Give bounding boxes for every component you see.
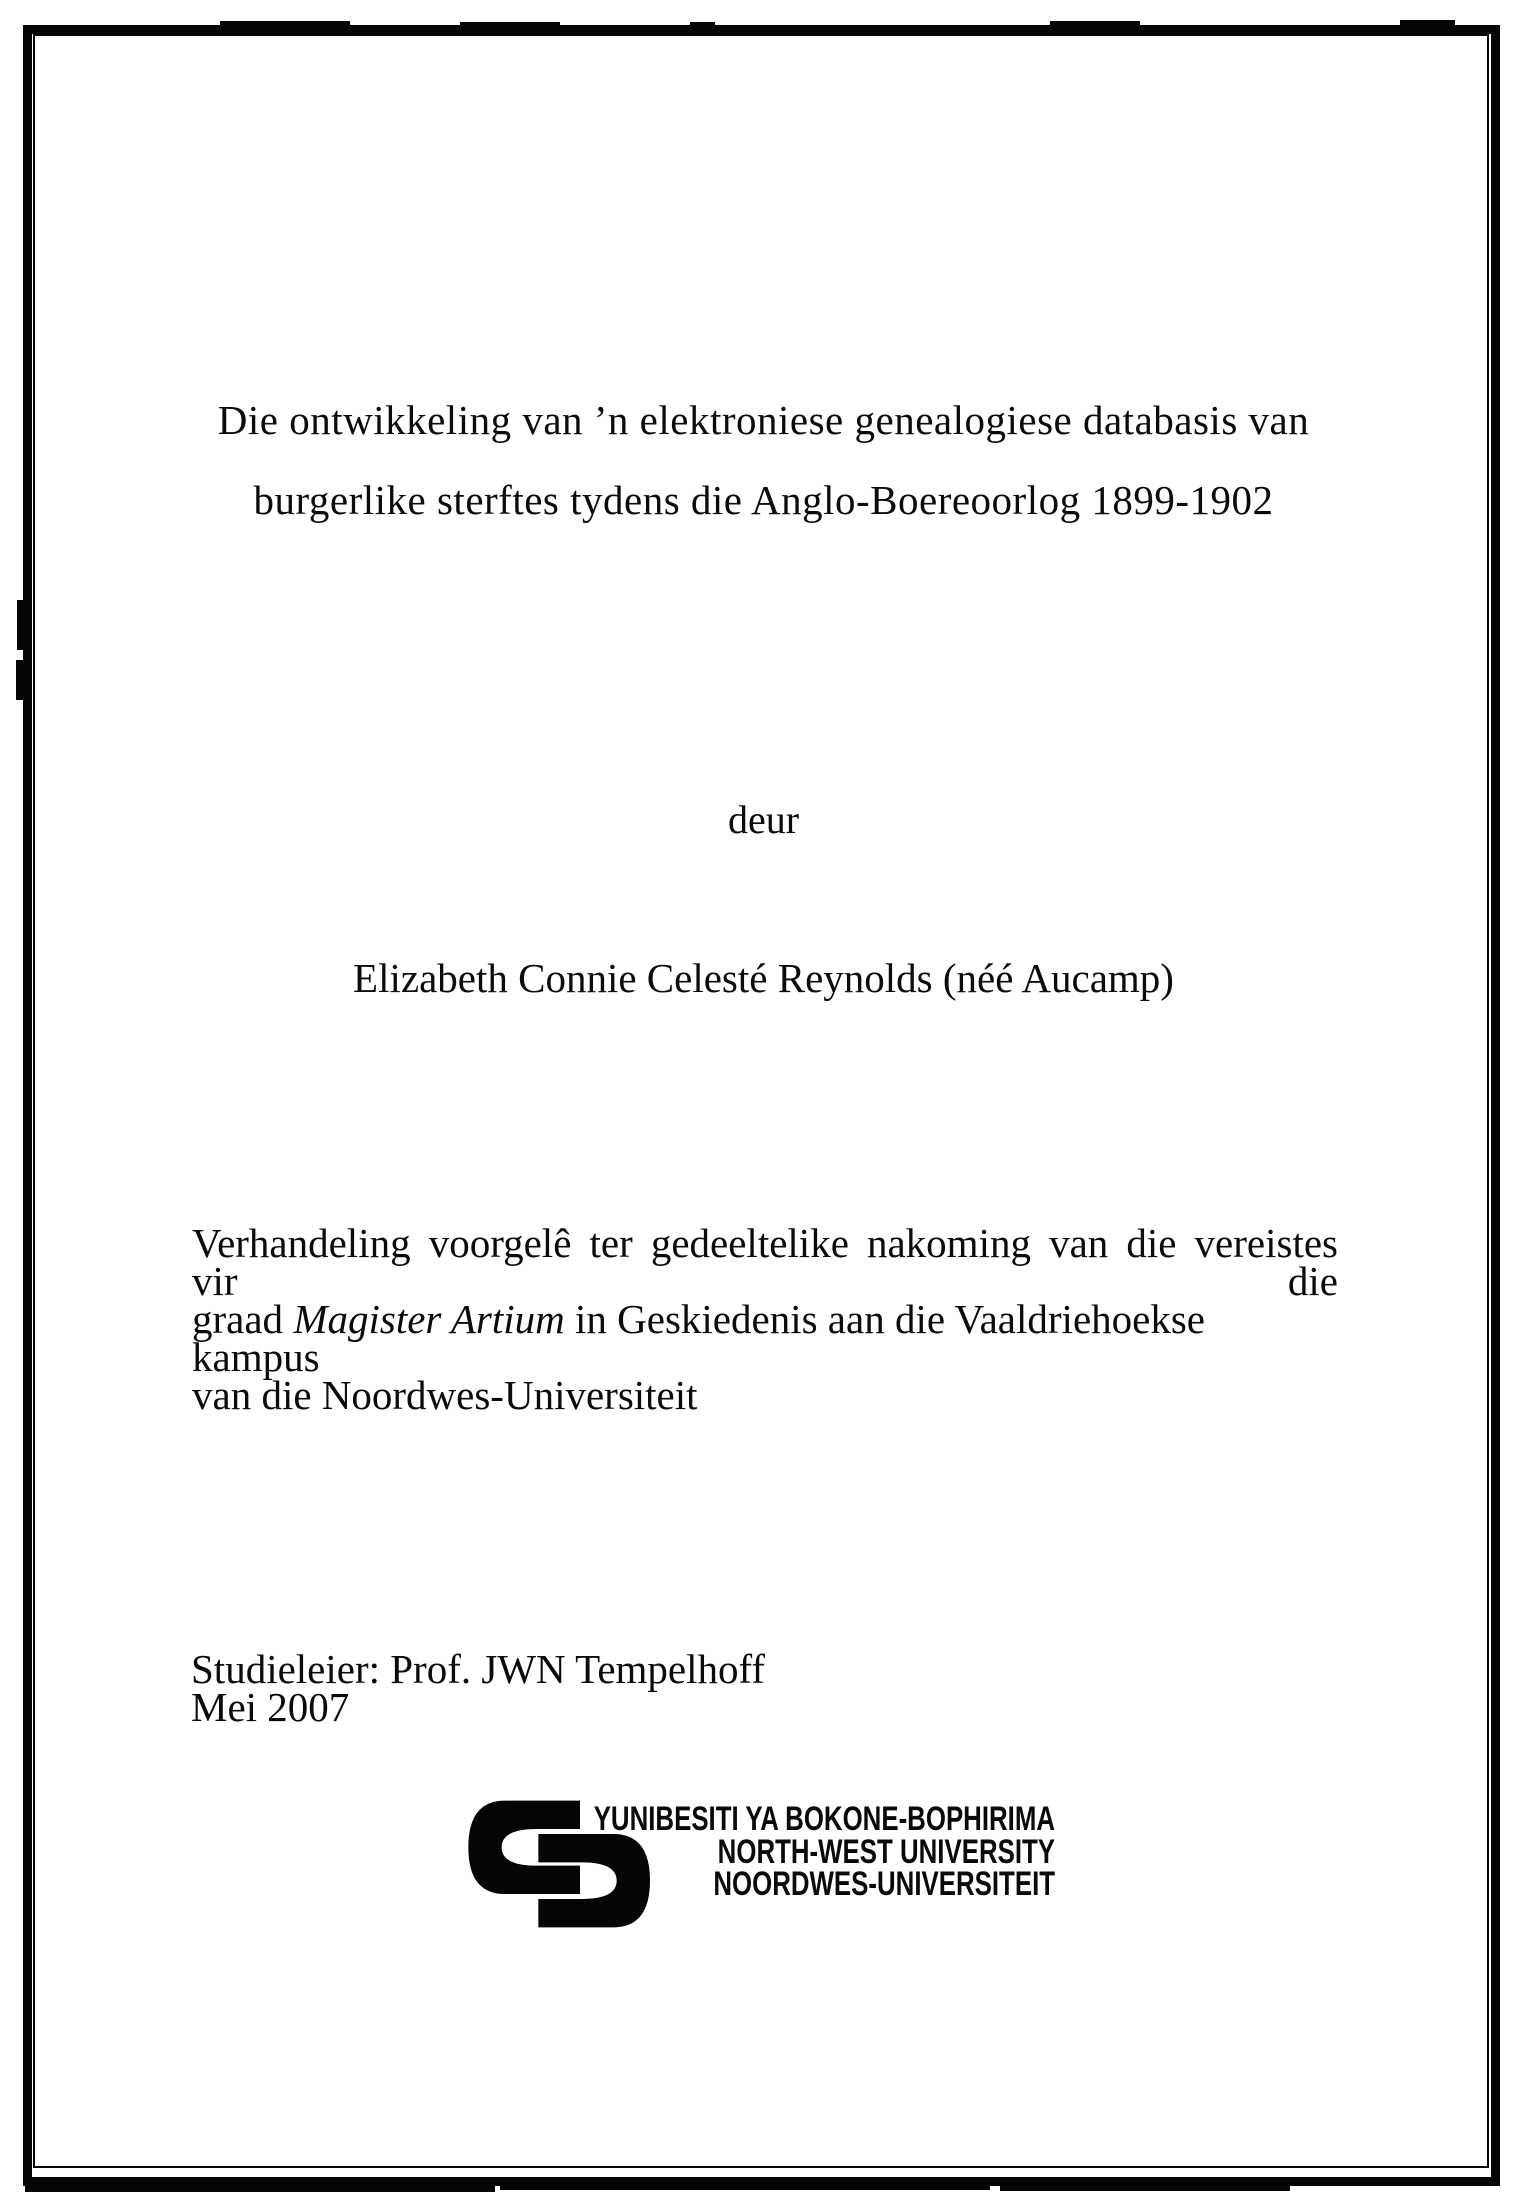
thesis-title <box>0 380 1527 540</box>
byline-label: deur <box>727 797 800 842</box>
thesis-title-line-2: burgerlike sterftes tydens die Anglo-Boereoorlog 1899-1902 <box>253 477 1274 523</box>
university-logo-text <box>593 1800 1055 1903</box>
degree-statement-line-1: Verhandeling voorgelê ter gedeeltelike nakoming van die vereistes vir die <box>192 1220 1338 1304</box>
supervisor-block <box>191 1646 766 1730</box>
scan-artifact <box>1000 2186 1290 2191</box>
scan-artifact <box>17 600 24 650</box>
scan-artifact <box>16 660 24 700</box>
logo-text-english: NORTH-WEST UNIVERSITY <box>717 1832 1055 1871</box>
scan-artifact <box>500 2186 990 2190</box>
degree-statement-line-2-suffix: in Geskiedenis aan die Vaaldriehoekse kampus <box>192 1296 1205 1380</box>
degree-name-italic: Magister Artium <box>293 1296 565 1342</box>
degree-statement-line-2 <box>192 1296 1338 1380</box>
author-name: Elizabeth Connie Celesté Reynolds (néé Aucamp) <box>353 955 1174 1001</box>
scan-artifact <box>1400 20 1455 26</box>
supervisor-line: Studieleier: Prof. JWN Tempelhoff <box>191 1646 766 1692</box>
scan-artifact <box>220 21 350 26</box>
scan-artifact <box>460 22 560 26</box>
logo-text-setswana: YUNIBESITI YA BOKONE-BOPHIRIMA <box>593 1800 1055 1838</box>
date-line: Mei 2007 <box>191 1684 350 1730</box>
thesis-title-line-1: Die ontwikkeling van ’n elektroniese genealogiese databasis van <box>217 397 1310 443</box>
scan-artifact <box>25 2186 495 2192</box>
scan-artifact <box>1050 21 1140 26</box>
degree-statement-line-2-prefix: graad <box>192 1296 294 1342</box>
logo-text-afrikaans: NOORDWES-UNIVERSITEIT <box>713 1865 1055 1903</box>
degree-statement <box>192 1220 1338 1418</box>
scan-artifact <box>690 22 715 26</box>
degree-statement-line-3: van die Noordwes-Universiteit <box>192 1372 698 1418</box>
